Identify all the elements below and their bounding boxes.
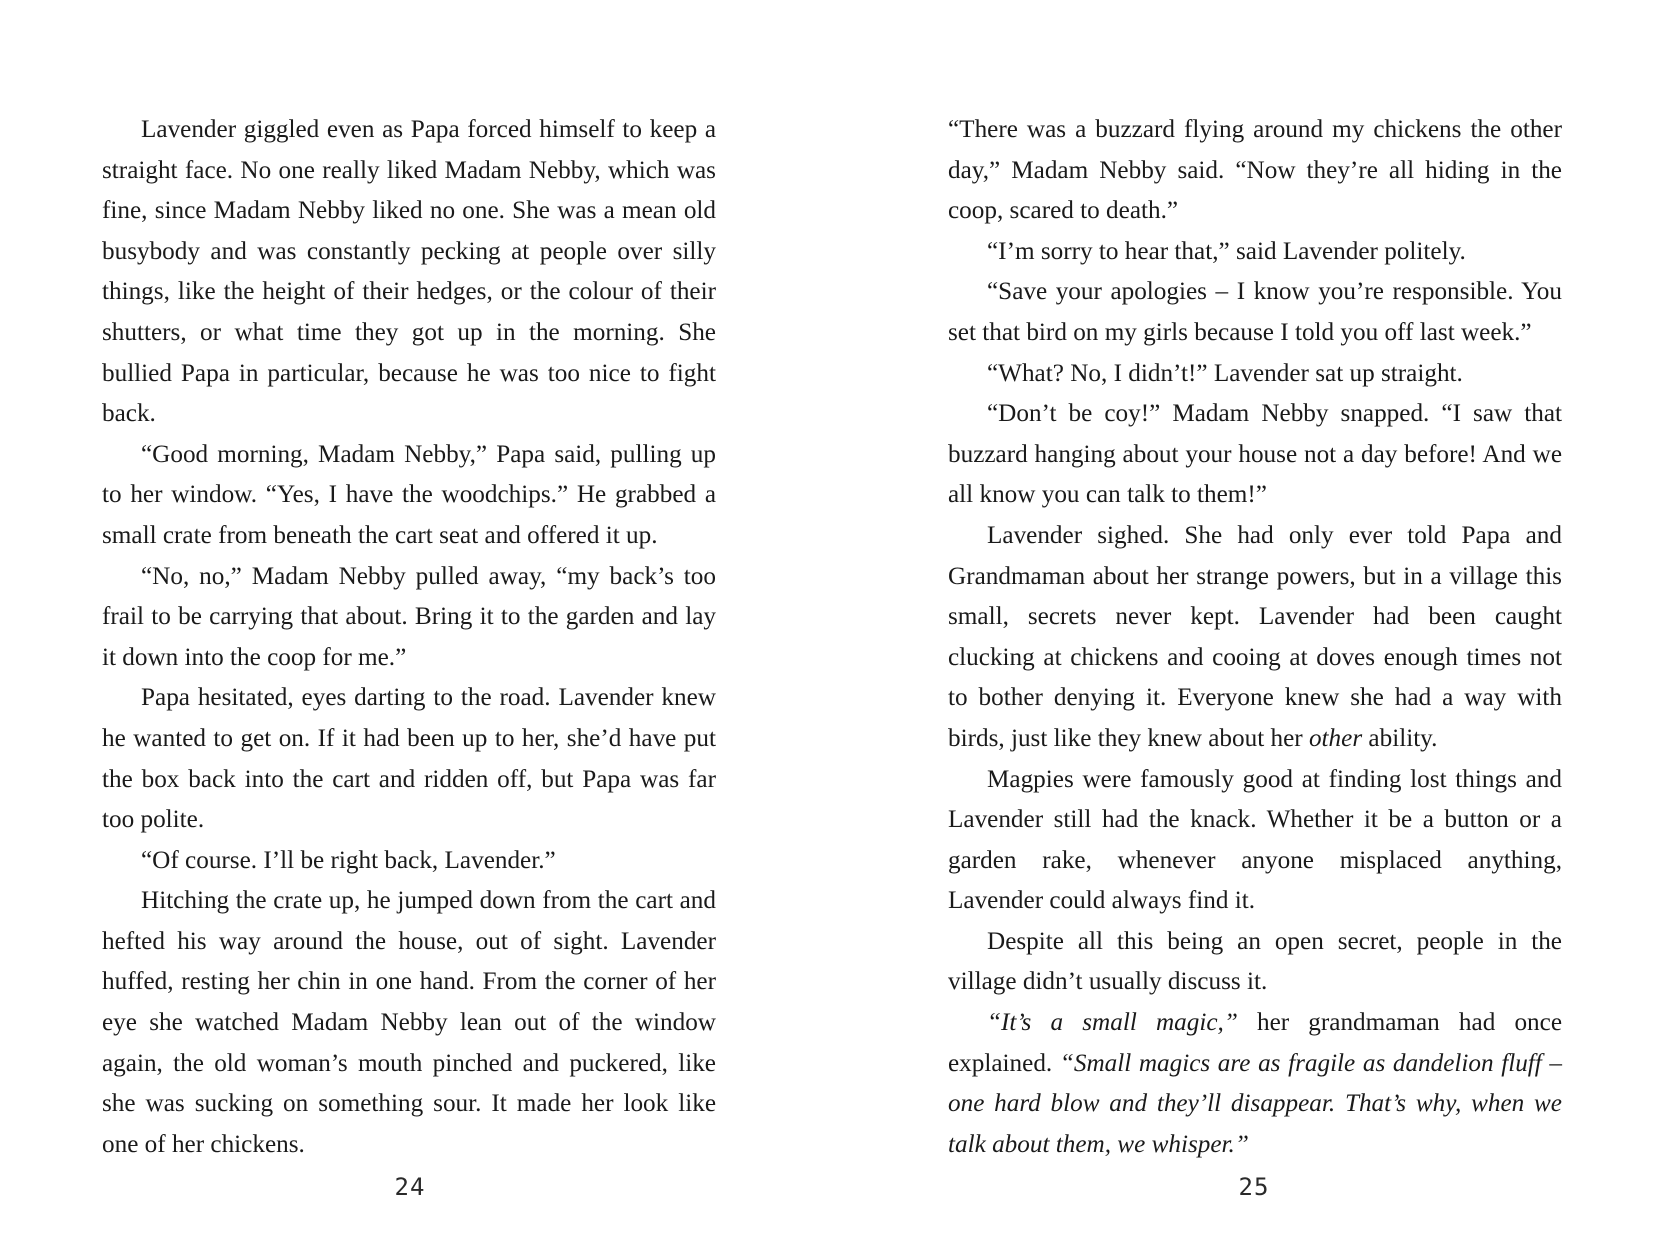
emphasis-text: other	[1308, 724, 1363, 752]
paragraph-text: her grandmaman had once explained.	[948, 1009, 1562, 1077]
paragraph: Hitching the crate up, he jumped down from the cart and hefted his way around the house, out of sight. Lavender huffed, resting her chin in one hand. From the corner of her eye she watched Madam Nebby lean out of the window again, the old woman’s mouth pinched and puckered, like she was sucking on something sour. It made her look like one of her chickens.	[102, 887, 716, 1158]
page-number-left: 24	[394, 1173, 426, 1201]
paragraph-text: ability.	[1368, 724, 1438, 752]
left-page	[102, 110, 716, 1158]
paragraph: Papa hesitated, eyes darting to the road. Lavender knew he wanted to get on. If it had been up to her, she’d have put the box back into the cart and ridden off, but Papa was far too polite.	[102, 684, 716, 834]
paragraph: “Don’t be coy!” Madam Nebby snapped. “I saw that buzzard hanging about your house not a day before! And we all know you can talk to them!”	[948, 400, 1562, 509]
paragraph: “No, no,” Madam Nebby pulled away, “my back’s too frail to be carrying that about. Bring it to the garden and lay it down into the coop for me.”	[102, 562, 716, 671]
emphasis-text: “Small magics are as fragile as dandelion fluff – one hard blow and they’ll disappear. That’s why, when we talk about them, we whisper.”	[948, 1049, 1563, 1158]
paragraph: Despite all this being an open secret, people in the village didn’t usually discuss it.	[948, 927, 1562, 996]
paragraph: “Save your apologies – I know you’re responsible. You set that bird on my girls because I told you off last week.”	[948, 278, 1562, 346]
left-page-text	[102, 110, 716, 1165]
paragraph: Magpies were famously good at finding lost things and Lavender still had the knack. Whether it be a button or a garden rake, whenever anyone misplaced anything, Lavender could always find it.	[948, 765, 1562, 915]
paragraph: “There was a buzzard flying around my chickens the other day,” Madam Nebby said. “Now they’re all hiding in the coop, scared to death.”	[948, 116, 1562, 225]
paragraph: “What? No, I didn’t!” Lavender sat up straight.	[987, 359, 1463, 387]
right-page-text	[948, 110, 1562, 1165]
paragraph-text: Lavender sighed. She had only ever told Papa and Grandmaman about her strange powers, but in a village this small, secrets never kept. Lavender had been caught clucking at chickens and cooing at doves enough times not to bother denying it. Everyone knew she had a way with birds, just like they knew about her	[948, 521, 1562, 752]
paragraph	[948, 516, 1562, 760]
paragraph	[948, 1003, 1562, 1165]
paragraph: “I’m sorry to hear that,” said Lavender politely.	[987, 237, 1466, 265]
right-page	[948, 110, 1563, 1158]
paragraph: “Of course. I’ll be right back, Lavender.”	[141, 846, 556, 874]
paragraph: Lavender giggled even as Papa forced himself to keep a straight face. No one really liked Madam Nebby, which was fine, since Madam Nebby liked no one. She was a mean old busybody and was constantly pecking at people over silly things, like the height of their hedges, or the colour of their shutters, or what time they got up in the morning. She bullied Papa in particular, because he was too nice to fight back.	[102, 116, 716, 428]
page-number-right: 25	[1238, 1173, 1270, 1201]
paragraph: “Good morning, Madam Nebby,” Papa said, pulling up to her window. “Yes, I have the woodchips.” He grabbed a small crate from beneath the cart seat and offered it up.	[102, 440, 716, 549]
emphasis-text: “It’s a small magic,”	[987, 1009, 1238, 1037]
